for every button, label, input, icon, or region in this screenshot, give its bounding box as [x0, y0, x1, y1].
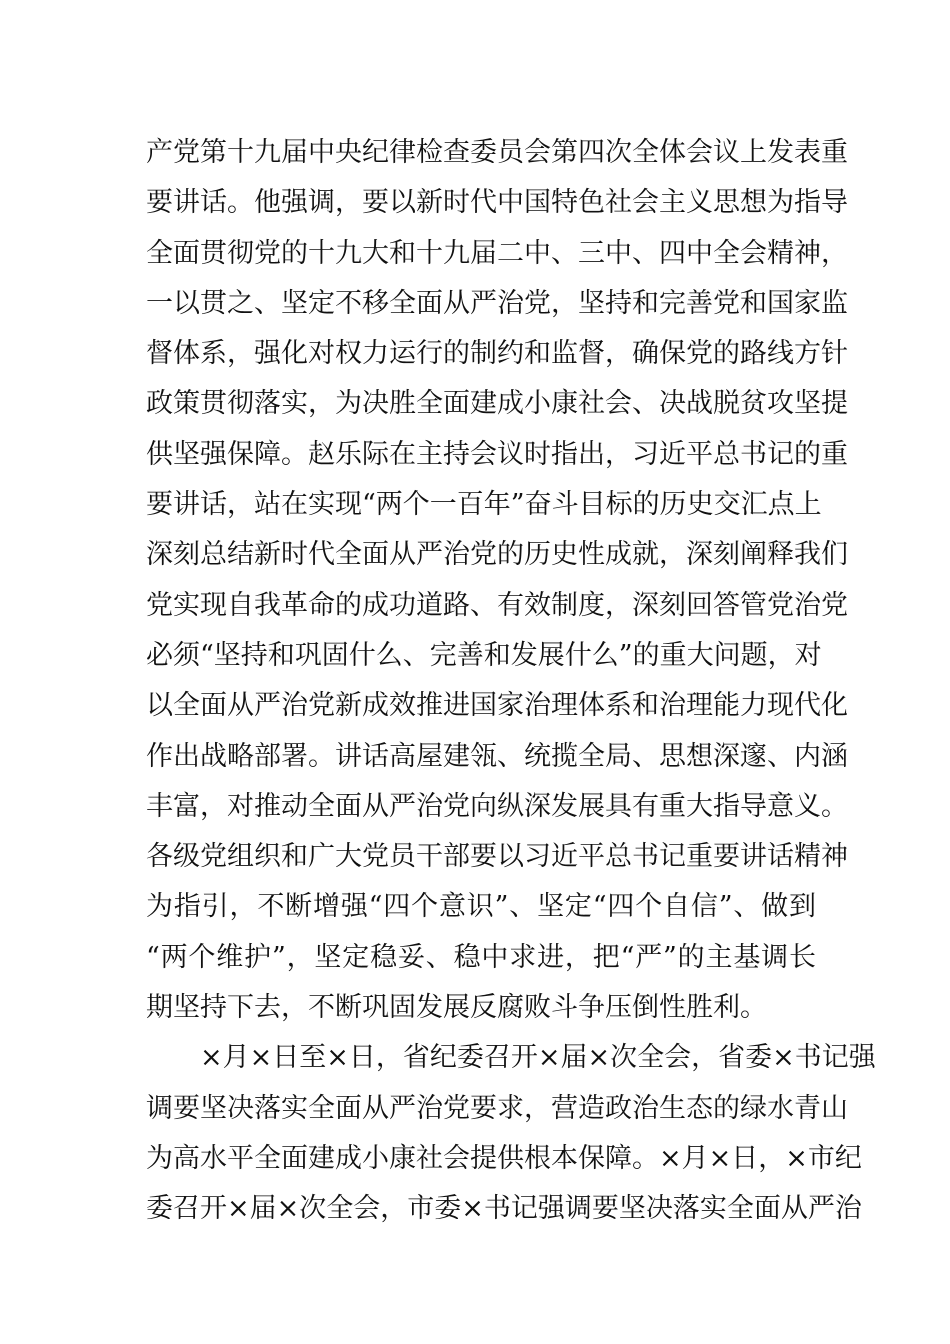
text-line: 为高水平全面建成小康社会提供根本保障。×月×日，×市纪 [146, 1142, 862, 1174]
text-line: 政策贯彻落实，为决胜全面建成小康社会、决战脱贫攻坚提 [146, 388, 848, 420]
text-line: “两个维护”，坚定稳妥、稳中求进，把“严”的主基调长 [146, 941, 816, 973]
text-line: 深刻总结新时代全面从严治党的历史性成就，深刻阐释我们 [146, 539, 848, 571]
text-line: 各级党组织和广大党员干部要以习近平总书记重要讲话精神 [146, 841, 848, 873]
text-line: 为指引，不断增强“四个意识”、坚定“四个自信”、做到 [146, 891, 816, 923]
text-line: 党实现自我革命的成功道路、有效制度，深刻回答管党治党 [146, 589, 848, 621]
text-line: 作出战略部署。讲话高屋建瓴、统揽全局、思想深邃、内涵 [146, 740, 848, 772]
text-line: 调要坚决落实全面从严治党要求，营造政治生态的绿水青山 [146, 1092, 848, 1124]
text-line: 以全面从严治党新成效推进国家治理体系和治理能力现代化 [146, 690, 848, 722]
text-line: 丰富，对推动全面从严治党向纵深发展具有重大指导意义。 [146, 790, 848, 822]
text-line: 必须“坚持和巩固什么、完善和发展什么”的重大问题，对 [146, 639, 822, 671]
text-line: 一以贯之、坚定不移全面从严治党，坚持和完善党和国家监 [146, 287, 848, 319]
text-line: 督体系，强化对权力运行的制约和监督，确保党的路线方针 [146, 338, 848, 370]
text-line: 要讲话。他强调，要以新时代中国特色社会主义思想为指导 [146, 187, 848, 219]
text-line: 全面贯彻党的十九大和十九届二中、三中、四中全会精神， [146, 237, 848, 269]
text-line: 期坚持下去，不断巩固发展反腐败斗争压倒性胜利。 [146, 992, 767, 1024]
text-line: 产党第十九届中央纪律检查委员会第四次全体会议上发表重 [146, 137, 848, 168]
text-line: 供坚强保障。赵乐际在主持会议时指出，习近平总书记的重 [146, 438, 848, 470]
body-text [146, 128, 876, 1235]
paragraph-start-line: ×月×日至×日，省纪委召开×届×次全会，省委×书记强 [200, 1042, 876, 1074]
text-line: 要讲话，站在实现“两个一百年”奋斗目标的历史交汇点上 [146, 489, 822, 521]
text-line: 委召开×届×次全会，市委×书记强调要坚决落实全面从严治 [146, 1193, 862, 1225]
